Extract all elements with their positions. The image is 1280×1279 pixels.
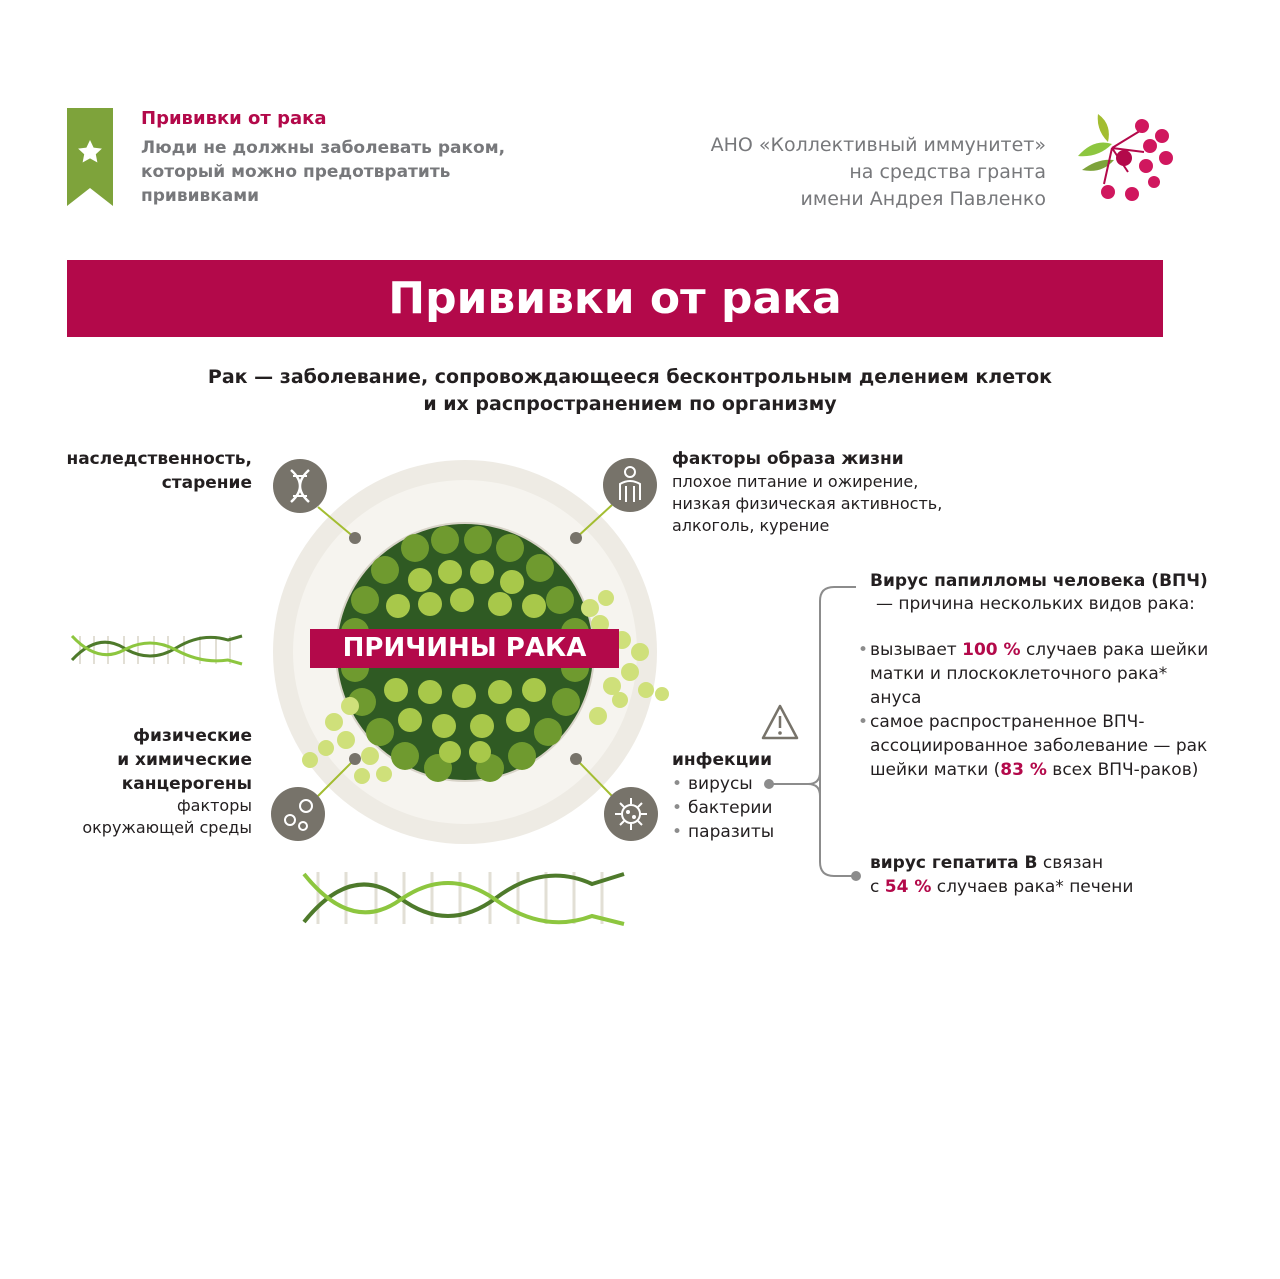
list-item: • бактерии bbox=[672, 798, 773, 818]
person-icon bbox=[603, 458, 657, 512]
hepatitis-b-note: вирус гепатита B связан с 54 % случаев рака* печени bbox=[870, 853, 1134, 897]
factor-carcinogens-title: физические и химические канцерогены bbox=[117, 726, 252, 794]
banner-title: Прививки от рака bbox=[388, 273, 842, 324]
hpv-bullet-1: • вызывает 100 % случаев рака шейки матки и плоскоклеточного рака* ануса bbox=[858, 638, 1218, 710]
header-title: Прививки от рака bbox=[141, 108, 327, 129]
dna-strand-small bbox=[72, 636, 242, 664]
factor-lifestyle-title: факторы образа жизни bbox=[672, 449, 904, 469]
hpv-bullet-2: • самое распространенное ВПЧ-ассоциированное заболевание — рак шейки матки (83 % всех ВПЧ-раков) bbox=[858, 710, 1218, 782]
hpv-title: Вирус папилломы человека (ВПЧ) bbox=[870, 571, 1208, 591]
infections-list bbox=[672, 772, 774, 844]
causes-label: ПРИЧИНЫ РАКА bbox=[342, 633, 587, 663]
factor-lifestyle-text: плохое питание и ожирение, низкая физическая активность, алкоголь, курение bbox=[672, 472, 943, 535]
molecule-icon bbox=[271, 787, 325, 841]
factor-carcinogens-text: факторы окружающей среды bbox=[82, 796, 252, 837]
header-subtitle: Люди не должны заболевать раком, который можно предотвратить прививками bbox=[141, 138, 506, 206]
hpv-subtitle: — причина нескольких видов рака: bbox=[876, 594, 1195, 614]
dna-strand-large bbox=[304, 872, 624, 924]
hpv-bullets bbox=[858, 638, 1218, 782]
causes-label-bar bbox=[310, 629, 619, 668]
cancer-definition: Рак — заболевание, сопровождающееся бесконтрольным делением клеток и их распространением по организму bbox=[207, 366, 1053, 415]
list-item: • вирусы bbox=[672, 774, 753, 794]
factor-heredity: наследственность, старение bbox=[66, 449, 252, 493]
dna-icon bbox=[273, 459, 327, 513]
org-credit: АНО «Коллективный иммунитет» на средства гранта имени Андрея Павленко bbox=[710, 134, 1046, 210]
factor-infections-title: инфекции bbox=[672, 750, 773, 770]
warning-icon bbox=[763, 706, 797, 738]
virus-icon bbox=[604, 787, 658, 841]
list-item: • паразиты bbox=[672, 822, 775, 842]
bracket-lines bbox=[770, 587, 856, 876]
